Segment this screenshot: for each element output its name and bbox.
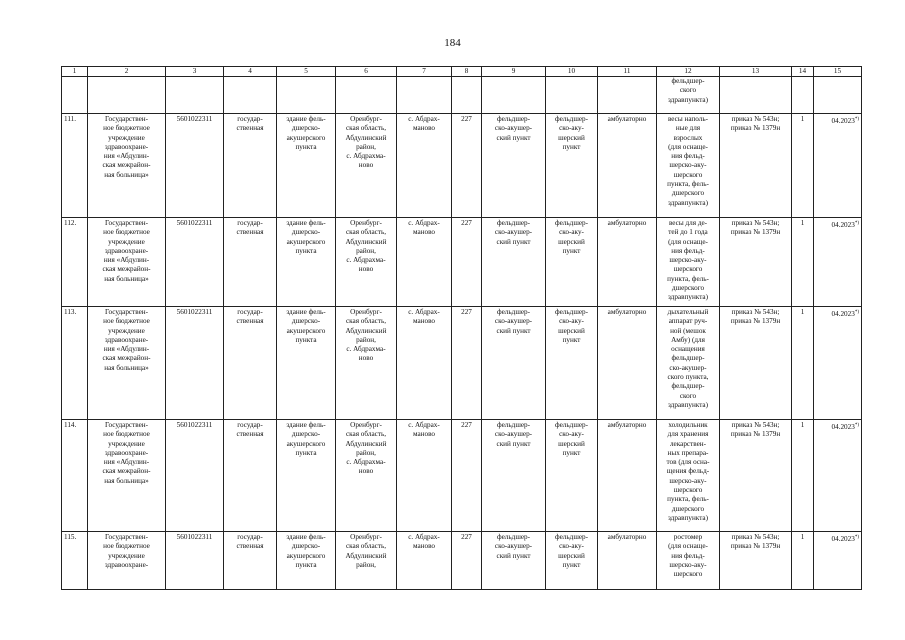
organization-cell: Государствен- ное бюджетное учреждение здравоохране- ния «Абдулин- ская межрайон- ная больница» (88, 307, 166, 420)
table-row (62, 420, 862, 532)
quantity-cell: 1 (792, 307, 814, 420)
ownership-cell: государ- ственная (224, 114, 277, 218)
facility-subtype-cell: фельдшер- ско-аку- шерский пункт (546, 114, 598, 218)
table-cell (814, 77, 862, 114)
column-number: 4 (224, 67, 277, 77)
table-cell (277, 77, 336, 114)
facility-type-cell: фельдшер- ско-акушер- ский пункт (482, 114, 546, 218)
continuation-row (62, 77, 862, 114)
building-cell: здание фель- дшерско- акушерского пункта (277, 307, 336, 420)
footnote-mark: *) (854, 117, 859, 122)
code-cell: 5601022311 (166, 114, 224, 218)
population-cell: 227 (452, 532, 482, 590)
date-value: 04.2023 (831, 310, 855, 318)
order-cell: приказ № 543н; приказ № 1379н (720, 114, 792, 218)
row-number-cell: 113. (62, 307, 88, 420)
facility-subtype-cell: фельдшер- ско-аку- шерский пункт (546, 218, 598, 307)
population-cell: 227 (452, 114, 482, 218)
footnote-mark: *) (854, 221, 859, 226)
quantity-cell: 1 (792, 114, 814, 218)
column-number: 9 (482, 67, 546, 77)
table-row (62, 114, 862, 218)
organization-cell: Государствен- ное бюджетное учреждение здравоохране- (88, 532, 166, 590)
facility-type-cell: фельдшер- ско-акушер- ский пункт (482, 532, 546, 590)
column-number: 13 (720, 67, 792, 77)
facility-subtype-cell: фельдшер- ско-аку- шерский пункт (546, 420, 598, 532)
table-cell (482, 77, 546, 114)
organization-cell: Государствен- ное бюджетное учреждение здравоохране- ния «Абдулин- ская межрайон- ная больница» (88, 420, 166, 532)
date-value: 04.2023 (831, 221, 855, 229)
date-value: 04.2023 (831, 535, 855, 543)
building-cell: здание фель- дшерско- акушерского пункта (277, 114, 336, 218)
building-cell: здание фель- дшерско- акушерского пункта (277, 218, 336, 307)
row-number-cell: 111. (62, 114, 88, 218)
address-cell: Оренбург- ская область, Абдулинский район, с. Абдрахма- ново (336, 114, 397, 218)
building-cell: здание фель- дшерско- акушерского пункта (277, 420, 336, 532)
column-number: 11 (598, 67, 657, 77)
column-number-row (62, 67, 862, 77)
facility-subtype-cell: фельдшер- ско-аку- шерский пункт (546, 307, 598, 420)
equipment-cell: ростомер (для оснаще- ния фельд- шерско-аку- шерского (657, 532, 720, 590)
table-cell (224, 77, 277, 114)
equipment-cell: дыхательный аппарат руч- ной (мешок Амбу) (для оснащения фельдшер- ско-акушер- ского пункта, фельдшер- ского здравпункта) (657, 307, 720, 420)
care-type-cell: амбулаторно (598, 114, 657, 218)
table-row (62, 307, 862, 420)
building-cell: здание фель- дшерско- акушерского пункта (277, 532, 336, 590)
date-cell (814, 114, 862, 218)
code-cell: 5601022311 (166, 420, 224, 532)
code-cell: 5601022311 (166, 532, 224, 590)
row-number-cell: 114. (62, 420, 88, 532)
column-number: 1 (62, 67, 88, 77)
order-cell: приказ № 543н; приказ № 1379н (720, 218, 792, 307)
column-number: 14 (792, 67, 814, 77)
row-number-cell: 115. (62, 532, 88, 590)
locality-cell: с. Абдрах- маново (397, 420, 452, 532)
date-cell (814, 218, 862, 307)
table-cell (336, 77, 397, 114)
date-cell (814, 532, 862, 590)
column-number: 8 (452, 67, 482, 77)
care-type-cell: амбулаторно (598, 532, 657, 590)
order-cell: приказ № 543н; приказ № 1379н (720, 307, 792, 420)
address-cell: Оренбург- ская область, Абдулинский район, с. Абдрахма- ново (336, 307, 397, 420)
equipment-cell: холодильник для хранения лекарствен- ных препара- тов (для осна- щения фельд- шерско-аку- шерского пункта, фель- дшерского здравпункта) (657, 420, 720, 532)
facility-type-cell: фельдшер- ско-акушер- ский пункт (482, 420, 546, 532)
code-cell: 5601022311 (166, 307, 224, 420)
address-cell: Оренбург- ская область, Абдулинский район, с. Абдрахма- ново (336, 218, 397, 307)
quantity-cell: 1 (792, 420, 814, 532)
order-cell: приказ № 543н; приказ № 1379н (720, 532, 792, 590)
column-number: 12 (657, 67, 720, 77)
equipment-cell: фельдшер- ского здравпункта) (657, 77, 720, 114)
column-number: 7 (397, 67, 452, 77)
care-type-cell: амбулаторно (598, 218, 657, 307)
column-number: 5 (277, 67, 336, 77)
table-cell (546, 77, 598, 114)
care-type-cell: амбулаторно (598, 307, 657, 420)
locality-cell: с. Абдрах- маново (397, 307, 452, 420)
table-cell (598, 77, 657, 114)
date-value: 04.2023 (831, 117, 855, 125)
address-cell: Оренбург- ская область, Абдулинский район, (336, 532, 397, 590)
row-number-cell: 112. (62, 218, 88, 307)
ownership-cell: государ- ственная (224, 218, 277, 307)
facility-subtype-cell: фельдшер- ско-аку- шерский пункт (546, 532, 598, 590)
table-cell (792, 77, 814, 114)
table-cell (397, 77, 452, 114)
footnote-mark: *) (854, 310, 859, 315)
facility-type-cell: фельдшер- ско-акушер- ский пункт (482, 307, 546, 420)
locality-cell: с. Абдрах- маново (397, 218, 452, 307)
date-cell (814, 420, 862, 532)
table-row (62, 218, 862, 307)
equipment-cell: весы наполь- ные для взрослых (для оснаще- ния фельд- шерско-аку- шерского пункта, фель- дшерского здравпункта) (657, 114, 720, 218)
equipment-cell: весы для де- тей до 1 года (для оснаще- ния фельд- шерско-аку- шерского пункта, фель- дшерского здравпункта) (657, 218, 720, 307)
ownership-cell: государ- ственная (224, 420, 277, 532)
column-number: 10 (546, 67, 598, 77)
date-cell (814, 307, 862, 420)
page-number: 184 (444, 37, 461, 49)
order-cell: приказ № 543н; приказ № 1379н (720, 420, 792, 532)
table-cell (88, 77, 166, 114)
population-cell: 227 (452, 307, 482, 420)
equipment-table (61, 66, 862, 590)
column-number: 2 (88, 67, 166, 77)
column-number: 3 (166, 67, 224, 77)
population-cell: 227 (452, 420, 482, 532)
quantity-cell: 1 (792, 532, 814, 590)
quantity-cell: 1 (792, 218, 814, 307)
ownership-cell: государ- ственная (224, 307, 277, 420)
population-cell: 227 (452, 218, 482, 307)
facility-type-cell: фельдшер- ско-акушер- ский пункт (482, 218, 546, 307)
address-cell: Оренбург- ская область, Абдулинский район, с. Абдрахма- ново (336, 420, 397, 532)
table-cell (452, 77, 482, 114)
organization-cell: Государствен- ное бюджетное учреждение здравоохране- ния «Абдулин- ская межрайон- ная больница» (88, 114, 166, 218)
table-row (62, 532, 862, 590)
date-value: 04.2023 (831, 423, 855, 431)
column-number: 6 (336, 67, 397, 77)
column-number: 15 (814, 67, 862, 77)
locality-cell: с. Абдрах- маново (397, 532, 452, 590)
organization-cell: Государствен- ное бюджетное учреждение здравоохране- ния «Абдулин- ская межрайон- ная больница» (88, 218, 166, 307)
footnote-mark: *) (854, 535, 859, 540)
table-cell (720, 77, 792, 114)
table-cell (62, 77, 88, 114)
locality-cell: с. Абдрах- маново (397, 114, 452, 218)
care-type-cell: амбулаторно (598, 420, 657, 532)
code-cell: 5601022311 (166, 218, 224, 307)
table-cell (166, 77, 224, 114)
ownership-cell: государ- ственная (224, 532, 277, 590)
footnote-mark: *) (854, 423, 859, 428)
